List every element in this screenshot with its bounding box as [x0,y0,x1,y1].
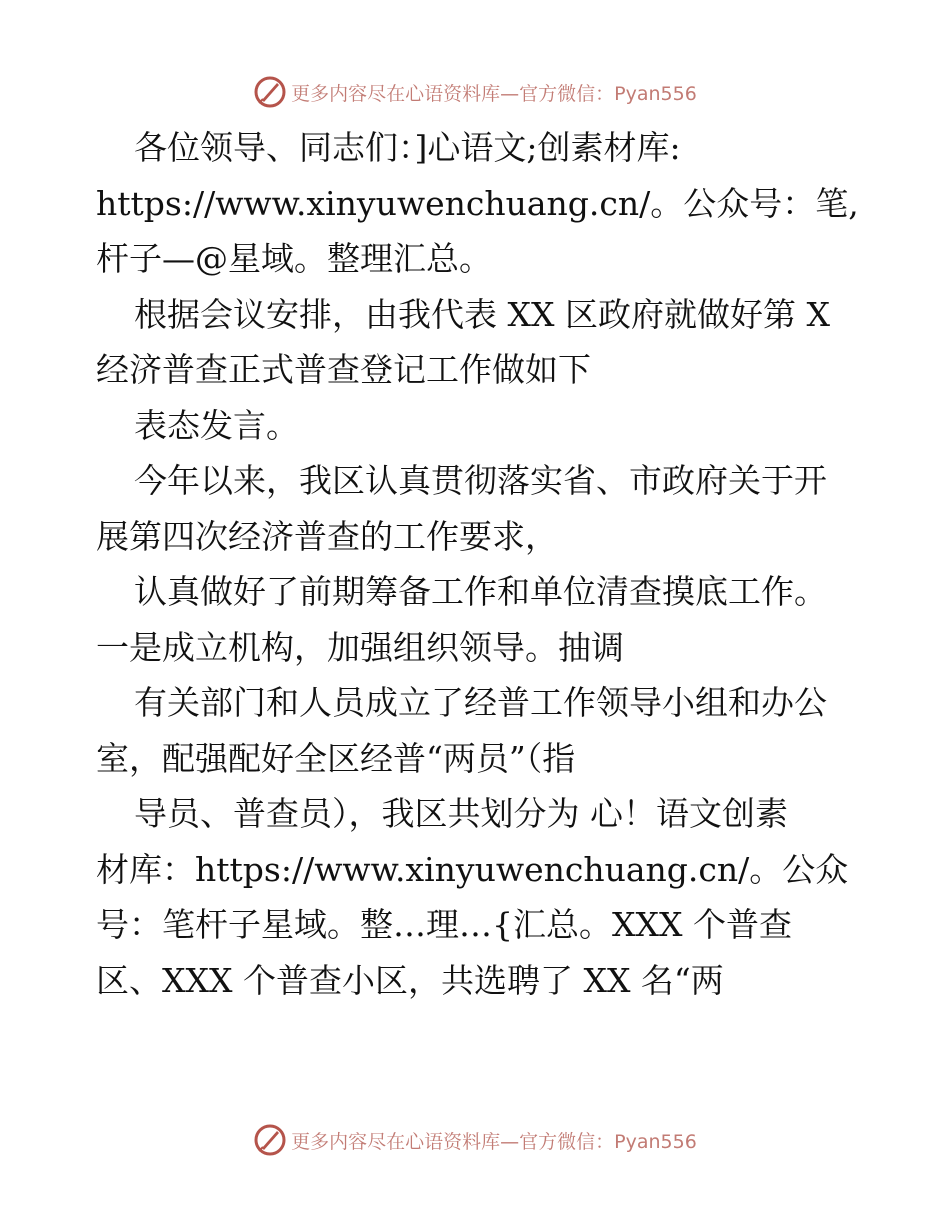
paragraph-line: 区、XXX 个普查小区，共选聘了 XX 名“两 [96,960,724,1000]
paragraph-line: 各位领导、同志们：]心语文;创素材库: [134,128,681,167]
paragraph-line: https://www.xinyuwenchuang.cn/。公众号：笔, [96,183,859,223]
paragraph-line: 根据会议安排，由我代表 XX 区政府就做好第 X [134,294,830,334]
paragraph-line: 杆子—@星域。整理汇总。 [96,239,492,278]
paragraph-line: 经济普查正式普查登记工作做如下 [96,350,591,389]
header-banner-text: 更多内容尽在心语资料库—官方微信：Pyan556 [291,82,697,105]
paragraph-line: 展第四次经济普查的工作要求， [96,516,558,556]
paragraph-line: 导员、普查员），我区共划分为 心！语文创素 [134,794,788,833]
paragraph-line: 今年以来，我区认真贯彻落实省、市政府关于开 [134,461,827,500]
paragraph-line: 号：笔杆子星域。整…理…{汇总。XXX 个普查 [96,905,792,944]
paragraph-line: 认真做好了前期筹备工作和单位清查摸底工作。 [134,572,827,611]
paragraph-line: 表态发言。 [134,405,299,445]
paragraph-line: 一是成立机构，加强组织领导。抽调 [96,627,624,667]
document-body [96,120,866,1008]
quill-logo-icon [253,1123,287,1157]
footer-banner [0,1120,950,1160]
paragraph-line: 有关部门和人员成立了经普工作领导小组和办公 [134,683,827,722]
footer-banner-text: 更多内容尽在心语资料库—官方微信：Pyan556 [291,1130,697,1153]
header-banner [0,72,950,112]
paragraph-line: 室，配强配好全区经普“两员”（指 [96,738,576,778]
paragraph-line: 材库：https://www.xinyuwenchuang.cn/。公众 [96,849,849,889]
quill-logo-icon [253,75,287,109]
